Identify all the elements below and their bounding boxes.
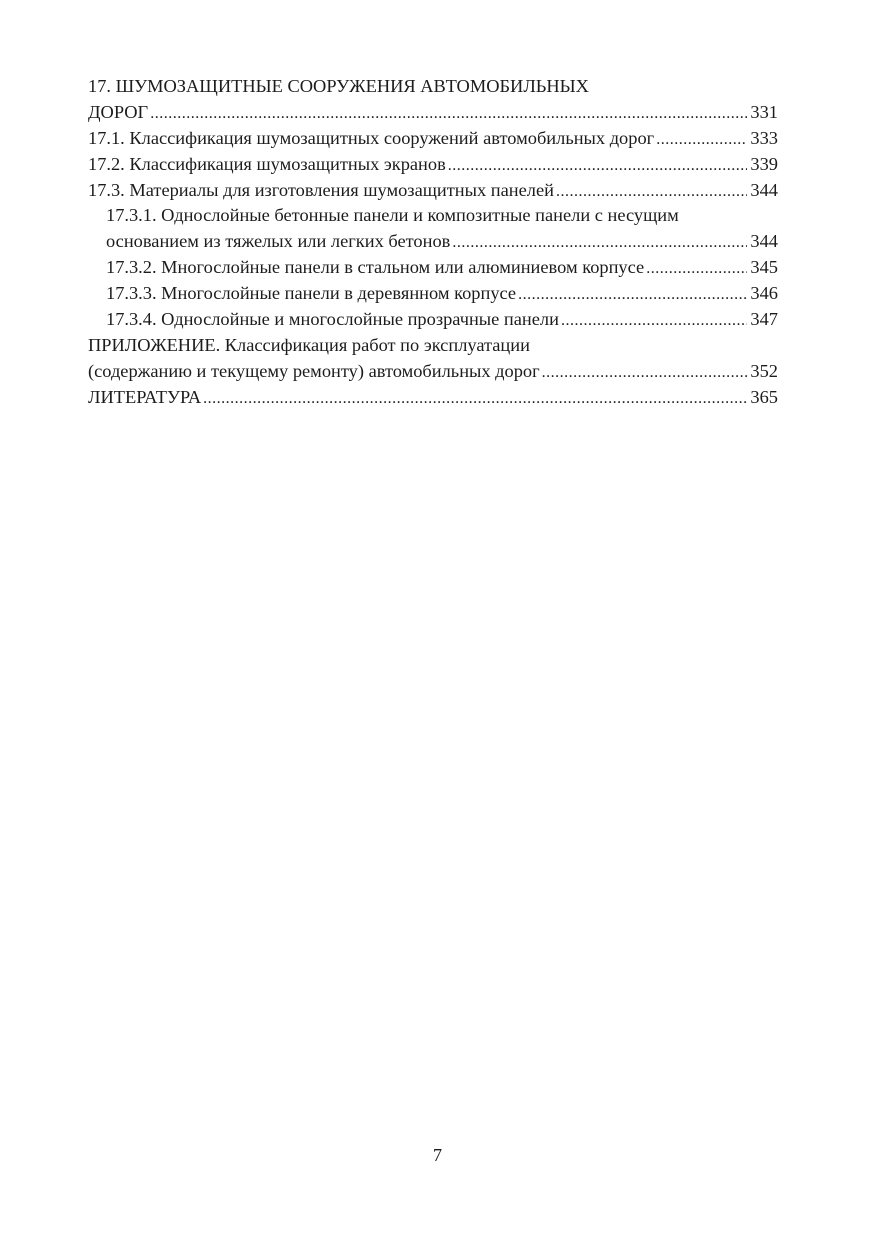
toc-entry-literature xyxy=(88,385,778,411)
table-of-contents xyxy=(88,74,778,411)
toc-entry-title: 17.2. Классификация шумозащитных экранов xyxy=(88,153,446,174)
toc-entry-title: 17.1. Классификация шумозащитных сооружений автомобильных дорог xyxy=(88,127,655,148)
toc-entry-17-3-1-line1 xyxy=(88,203,778,229)
toc-page-number: 331 xyxy=(750,101,778,122)
toc-entry-title: основанием из тяжелых или легких бетонов xyxy=(106,231,451,252)
leader-dots xyxy=(646,256,747,282)
toc-entry-17-1 xyxy=(88,126,778,152)
toc-entry-title: 17.3. Материалы для изготовления шумозащитных панелей xyxy=(88,179,554,200)
toc-entry-17-line1 xyxy=(88,74,778,100)
page-number: 7 xyxy=(432,1145,443,1165)
leader-dots xyxy=(561,308,747,334)
leader-dots xyxy=(150,101,747,127)
toc-entry-title: 17.3.2. Многослойные панели в стальном или алюминиевом корпусе xyxy=(106,257,645,278)
leader-dots xyxy=(203,386,747,412)
leader-dots xyxy=(452,230,747,256)
toc-entry-17-3-2 xyxy=(88,255,778,281)
toc-entry-17-3-4 xyxy=(88,307,778,333)
toc-page-number: 339 xyxy=(750,153,778,174)
toc-entry-17-3-3 xyxy=(88,281,778,307)
toc-entry-appendix-line1 xyxy=(88,333,778,359)
toc-entry-title: (содержанию и текущему ремонту) автомобильных дорог xyxy=(88,360,540,381)
toc-entry-17-2 xyxy=(88,152,778,178)
toc-entry-title: ПРИЛОЖЕНИЕ. Классификация работ по эксплуатации xyxy=(88,334,530,355)
toc-entry-title: 17. ШУМОЗАЩИТНЫЕ СООРУЖЕНИЯ АВТОМОБИЛЬНЫХ xyxy=(88,76,589,96)
leader-dots xyxy=(448,153,748,179)
toc-entry-title: 17.3.3. Многослойные панели в деревянном корпусе xyxy=(106,283,517,304)
toc-page-number: 344 xyxy=(750,179,778,200)
toc-page-number: 333 xyxy=(750,127,778,148)
toc-entry-title: 17.3.1. Однослойные бетонные панели и композитные панели с несущим xyxy=(106,205,679,226)
leader-dots xyxy=(556,179,747,205)
toc-page-number: 352 xyxy=(750,360,778,381)
leader-dots xyxy=(518,282,747,308)
toc-page-number: 365 xyxy=(750,386,778,407)
toc-page-number: 346 xyxy=(750,283,778,304)
toc-entry-title: 17.3.4. Однослойные и многослойные прозрачные панели xyxy=(106,309,559,330)
leader-dots xyxy=(656,127,747,153)
toc-entry-17-3 xyxy=(88,178,778,204)
toc-entry-17-3-1-line2 xyxy=(88,229,778,255)
leader-dots xyxy=(542,360,748,386)
toc-entry-title: ДОРОГ xyxy=(88,101,149,122)
toc-page-number: 347 xyxy=(750,309,778,330)
toc-page-number: 345 xyxy=(750,257,778,278)
toc-entry-appendix-line2 xyxy=(88,359,778,385)
toc-page-number: 344 xyxy=(750,231,778,252)
toc-entry-17-line2 xyxy=(88,100,778,126)
toc-entry-title: ЛИТЕРАТУРА xyxy=(88,386,202,407)
